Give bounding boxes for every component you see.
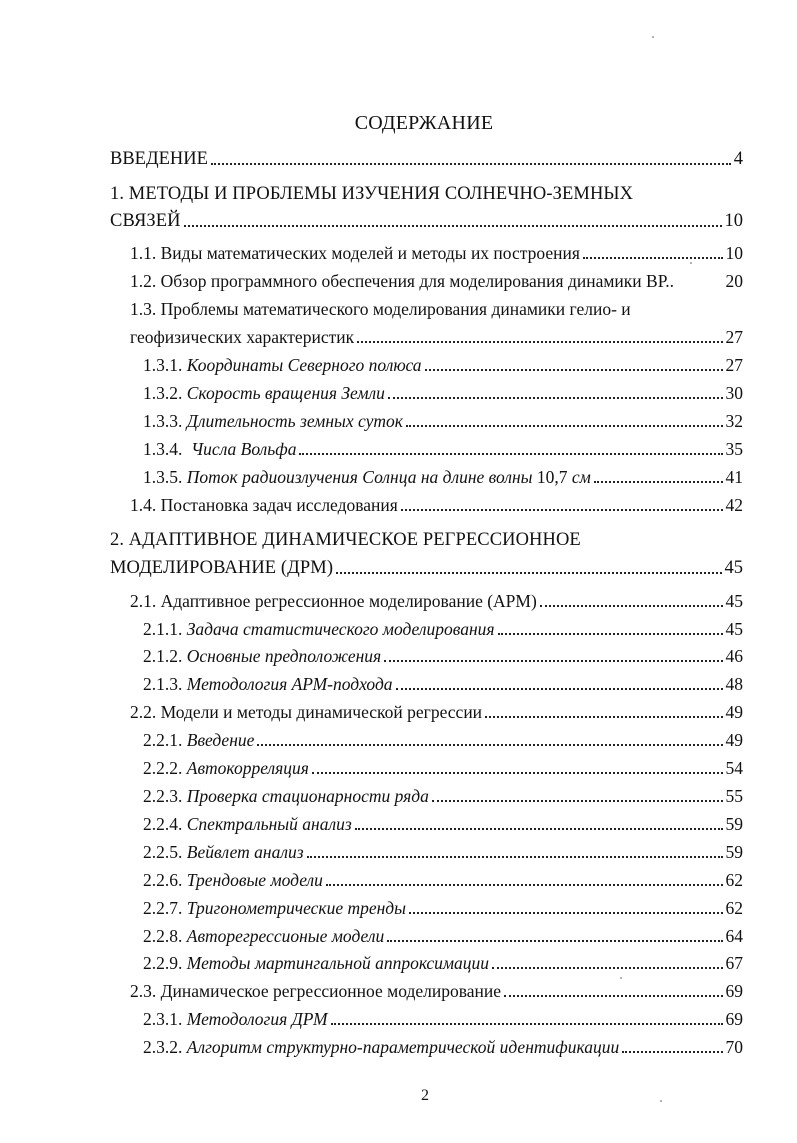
leader-dots <box>326 884 723 886</box>
toc-entry-1-2[interactable] <box>130 270 743 292</box>
toc-entry-1-3-1[interactable] <box>143 354 743 376</box>
leader-dots <box>409 912 722 914</box>
toc-entry-number: 2.3.1. <box>143 1009 183 1029</box>
toc-page-number: 10 <box>724 211 743 231</box>
toc-entry-text: Числа Вольфа <box>191 439 297 459</box>
toc-page-number: 27 <box>725 327 743 347</box>
toc-entry-number: 2.2.8. <box>143 926 183 946</box>
toc-page-number: 4 <box>733 149 743 169</box>
toc-page-number: 64 <box>725 926 743 946</box>
toc-entry-text: 2.1. Адаптивное регрессионное моделирование (АРМ) <box>130 591 537 611</box>
toc-entry-number: 2.2.5. <box>143 842 183 862</box>
page-title: СОДЕРЖАНИЕ <box>354 112 494 134</box>
toc-entry-2-2-1[interactable] <box>143 729 743 751</box>
toc-page-number: 42 <box>725 495 743 515</box>
toc-entry-number: 1.3.4. <box>143 439 183 459</box>
toc-entry-text: Вейвлет анализ <box>186 842 304 862</box>
leader-dots <box>336 572 721 574</box>
leader-dots <box>425 369 723 371</box>
toc-entry-2-2-5[interactable] <box>143 841 743 863</box>
toc-entry-text: 2.3. Динамическое регрессионное моделирование <box>130 981 502 1001</box>
toc-page-number: 70 <box>725 1037 743 1057</box>
toc-entry-2-2-7[interactable] <box>143 897 743 919</box>
leader-dots <box>357 341 722 343</box>
toc-entry-text: Алгоритм структурно-параметрической идентификации <box>186 1037 620 1057</box>
toc-entry-text: геофизических характеристик <box>130 327 355 347</box>
toc-page-number: 62 <box>725 898 743 918</box>
toc-page-number: 20 <box>725 271 743 291</box>
toc-page-number: 55 <box>725 786 743 806</box>
toc-entry-2-3-1[interactable] <box>143 1008 743 1030</box>
toc-page-number: 32 <box>725 411 743 431</box>
toc-entry-text-value: 10,7 <box>536 467 568 487</box>
leader-dots <box>355 828 723 830</box>
toc-entry-text: Длительность земных суток <box>186 411 403 431</box>
toc-entry-text: 1. МЕТОДЫ И ПРОБЛЕМЫ ИЗУЧЕНИЯ СОЛНЕЧНО-ЗЕМНЫХ <box>110 184 634 204</box>
toc-page-number: 27 <box>725 355 743 375</box>
leader-dots <box>387 940 722 942</box>
toc-page-number: 41 <box>725 467 743 487</box>
toc-entry-text: 1.1. Виды математических моделей и методы их построения <box>130 243 580 263</box>
toc-page-number: 45 <box>725 591 743 611</box>
leader-dots <box>485 716 722 718</box>
leader-dots <box>307 856 723 858</box>
toc-entry-number: 2.2.9. <box>143 953 183 973</box>
toc-page-number: 35 <box>725 439 743 459</box>
toc-entry-text: Методология АРМ-подхода <box>186 674 393 694</box>
toc-entry-text: Проверка стационарности ряда <box>186 786 429 806</box>
toc-entry-text: Введение <box>186 730 255 750</box>
toc-entry-text: 1.3. Проблемы математического моделирования динамики гелио- и <box>130 299 631 319</box>
toc-entry-number: 2.2.2. <box>143 758 183 778</box>
toc-page-number: 62 <box>725 870 743 890</box>
toc-entry-text: Координаты Северного полюса <box>186 355 422 375</box>
toc-entry-text: Авторегрессионые модели <box>186 926 385 946</box>
toc-entry-2-1-1[interactable] <box>143 618 743 640</box>
toc-entry-1-4[interactable] <box>130 494 743 516</box>
toc-page-number: 46 <box>725 646 743 666</box>
leader-dots <box>211 163 731 165</box>
toc-entry-2-2-9[interactable] <box>143 952 743 974</box>
leader-dots <box>312 772 723 774</box>
toc-entry-text: 2. АДАПТИВНОЕ ДИНАМИЧЕСКОЕ РЕГРЕССИОННОЕ <box>110 530 581 550</box>
toc-entry-number: 1.3.1. <box>143 355 183 375</box>
toc-entry-1-3-line-1[interactable] <box>130 298 743 320</box>
toc-page-number: 54 <box>725 758 743 778</box>
toc-entry-1-3-line-2[interactable] <box>130 326 743 348</box>
leader-dots <box>388 397 723 399</box>
toc-entry-text: СВЯЗЕЙ <box>110 211 181 231</box>
toc-entry-intro[interactable] <box>110 148 743 170</box>
toc-entry-text: Спектральный анализ <box>186 814 352 834</box>
toc-entry-text: МОДЕЛИРОВАНИЕ (ДРМ) <box>110 558 334 578</box>
toc-page-number: 45 <box>725 619 743 639</box>
toc-page-number: 10 <box>725 243 743 263</box>
toc-entry-text: Задача статистического моделирования <box>186 619 495 639</box>
leader-dots <box>299 453 722 455</box>
toc-page-number: 59 <box>725 814 743 834</box>
toc-page-number: 45 <box>724 558 743 578</box>
toc-entry-text: Методология ДРМ <box>186 1009 328 1029</box>
toc-chapter-1-line-2[interactable] <box>110 210 743 232</box>
toc-entry-2-3-2[interactable] <box>143 1036 743 1058</box>
toc-entry-text: Поток радиоизлучения Солнца на длине волны <box>186 467 533 487</box>
toc-entry-number: 1.3.3. <box>143 411 183 431</box>
toc-entry-2-2-8[interactable] <box>143 925 743 947</box>
toc-page-number: 30 <box>725 383 743 403</box>
toc-page-number: 59 <box>725 842 743 862</box>
toc-entry-text: Скорость вращения Земли <box>186 383 385 403</box>
toc-entry-2-2[interactable] <box>130 701 743 723</box>
leader-dots <box>396 688 723 690</box>
page-number: 2 <box>421 1087 429 1104</box>
toc-entry-number: 1.3.2. <box>143 383 183 403</box>
toc-entry-2-2-2[interactable] <box>143 757 743 779</box>
leader-dots <box>384 660 722 662</box>
leader-dots <box>432 800 723 802</box>
leader-dots <box>257 744 722 746</box>
leader-dots <box>622 1051 722 1053</box>
toc-entry-number: 2.3.2. <box>143 1037 183 1057</box>
toc-entry-number: 2.2.1. <box>143 730 183 750</box>
toc-entry-text: Методы мартингальной аппроксимации <box>186 953 490 973</box>
toc-entry-text: Тригонометрические тренды <box>186 898 407 918</box>
leader-dots <box>540 605 723 607</box>
toc-entry-2-2-4[interactable] <box>143 813 743 835</box>
toc-entry-1-3-2[interactable] <box>143 382 743 404</box>
toc-page-number: 67 <box>725 953 743 973</box>
toc-chapter-1-line-1[interactable] <box>110 183 743 205</box>
toc-entry-number: 1.3.5. <box>143 467 183 487</box>
toc-page-number: 48 <box>725 674 743 694</box>
toc-entry-text-unit: см <box>571 467 591 487</box>
leader-dots <box>401 509 723 511</box>
toc-page-number: 69 <box>725 1009 743 1029</box>
toc-page-number: 49 <box>725 702 743 722</box>
toc-entry-2-2-3[interactable] <box>143 785 743 807</box>
toc-entry-2-2-6[interactable] <box>143 869 743 891</box>
toc-entry-text: ВВЕДЕНИЕ <box>110 149 208 169</box>
toc-entry-number: 2.2.3. <box>143 786 183 806</box>
leader-dots <box>498 633 723 635</box>
scan-speck <box>620 977 622 979</box>
scan-speck <box>690 262 692 264</box>
toc-page-number: 69 <box>725 981 743 1001</box>
toc-entry-text: Основные предположения <box>186 646 382 666</box>
toc-entry-number: 2.1.2. <box>143 646 183 666</box>
toc-entry-number: 2.2.4. <box>143 814 183 834</box>
toc-entry-1-3-5[interactable] <box>143 466 743 488</box>
toc-entry-number: 2.1.1. <box>143 619 183 639</box>
leader-dots <box>331 1023 723 1025</box>
toc-entry-text: 1.2. Обзор программного обеспечения для моделирования динамики ВР.. <box>130 271 675 291</box>
leader-dots <box>583 257 723 259</box>
leader-dots <box>184 225 722 227</box>
scan-speck <box>652 36 654 38</box>
toc-chapter-2-line-2[interactable] <box>110 557 743 579</box>
toc-entry-2-1[interactable] <box>130 590 743 612</box>
toc-entry-text: 2.2. Модели и методы динамической регрессии <box>130 702 483 722</box>
leader-dots <box>504 995 722 997</box>
toc-entry-text: Автокорреляция <box>186 758 309 778</box>
toc-page-number: 49 <box>725 730 743 750</box>
toc-entry-2-1-2[interactable] <box>143 645 743 667</box>
toc-entry-1-1[interactable] <box>130 242 743 264</box>
toc-chapter-2-line-1[interactable] <box>110 529 743 551</box>
scan-speck <box>660 1100 662 1102</box>
toc-entry-text: 1.4. Постановка задач исследования <box>130 495 398 515</box>
toc-entry-number: 2.2.7. <box>143 898 183 918</box>
toc-entry-number: 2.2.6. <box>143 870 183 890</box>
toc-entry-2-1-3[interactable] <box>143 673 743 695</box>
leader-dots <box>594 481 723 483</box>
toc-entry-text: Трендовые модели <box>186 870 323 890</box>
toc-entry-1-3-4[interactable] <box>143 438 743 460</box>
toc-entry-number: 2.1.3. <box>143 674 183 694</box>
leader-dots <box>492 967 722 969</box>
leader-dots <box>406 425 723 427</box>
toc-entry-2-3[interactable] <box>130 980 743 1002</box>
toc-entry-1-3-3[interactable] <box>143 410 743 432</box>
